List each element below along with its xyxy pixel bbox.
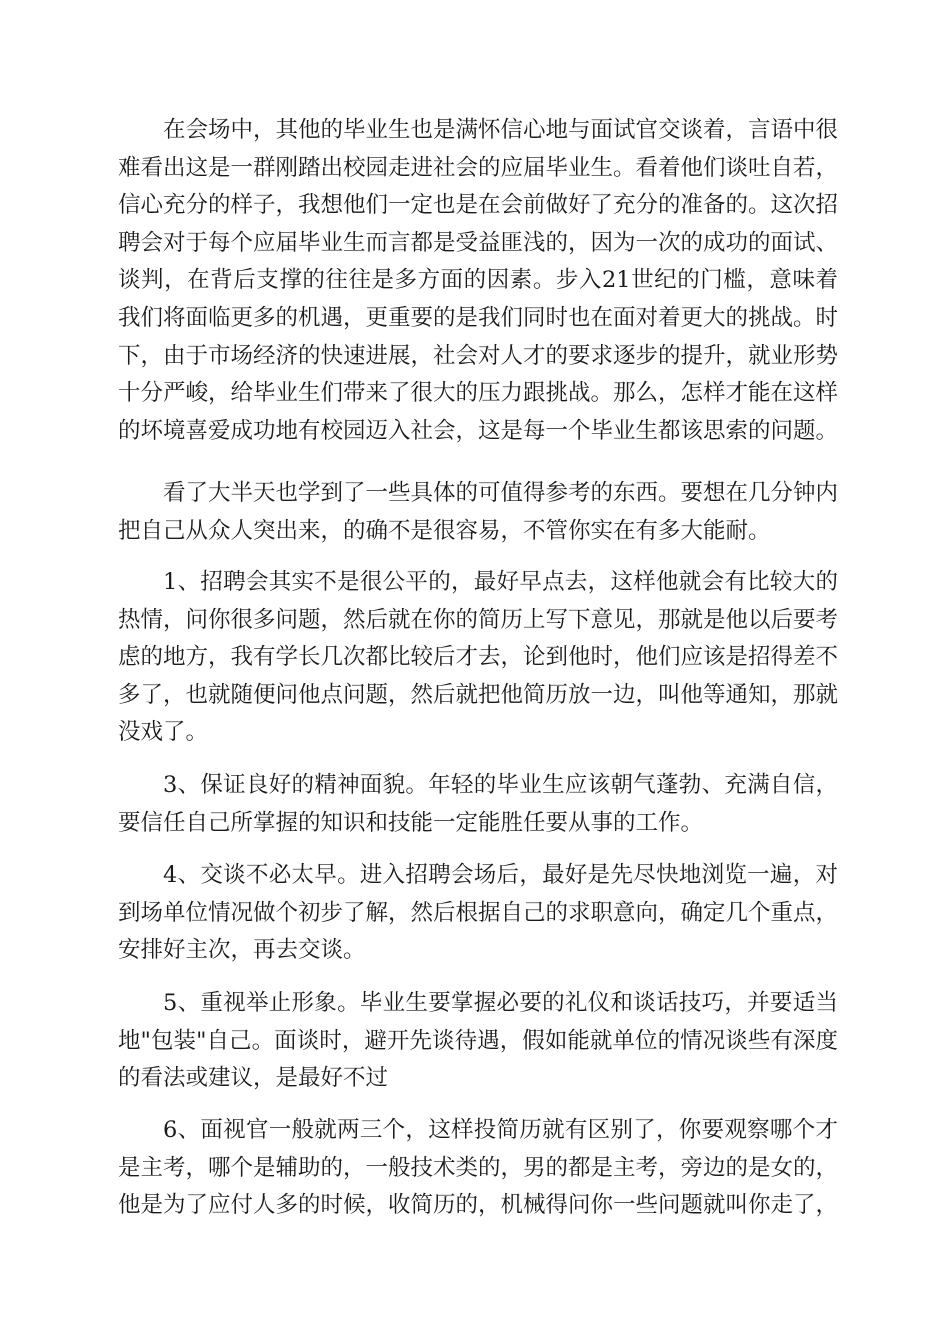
paragraph-7: 6、面视官一般就两三个，这样投简历就有区别了，你要观察哪个才是主考，哪个是辅助的，一般技术类的，男的都是主考，旁边的是女的，他是为了应付人多的时候，收简历的，机械得问你一些问题就叫你走了， (118, 1117, 839, 1219)
paragraph-3: 1、招聘会其实不是很公平的，最好早点去，这样他就会有比较大的热情，问你很多问题，然后就在你的简历上写下意见，那就是他以后要考虑的地方，我有学长几次都比较后才去，论到他时，他们应该是招得差不多了，也就随便问他点问题，然后就把他简历放一边，叫他等通知，那就没戏了。 (118, 569, 839, 746)
paragraph-6: 5、重视举止形象。毕业生要掌握必要的礼仪和谈话技巧，并要适当地"包装"自己。面谈时，避开先谈待遇，假如能就单位的情况谈些有深度的看法或建议，是最好不过 (118, 990, 838, 1092)
paragraph-1: 在会场中，其他的毕业生也是满怀信心地与面试官交谈着，言语中很难看出这是一群刚踏出校园走进社会的应届毕业生。看着他们谈吐自若，信心充分的样子，我想他们一定也是在会前做好了充分的准备的。这次招聘会对于每个应届毕业生而言都是受益匪浅的，因为一次的成功的面试、谈判，在背后支撑的往往是多方面的因素。步入21世纪的门槛，意味着我们将面临更多的机遇，更重要的是我们同时也在面对着更大的挑战。时下，由于市场经济的快速进展，社会对人才的要求逐步的提升，就业形势十分严峻，给毕业生们带来了很大的压力跟挑战。那么，怎样才能在这样的坏境喜爱成功地有校园迈入社会，这是每一个毕业生都该思索的问题。 (118, 117, 839, 444)
paragraph-2: 看了大半天也学到了一些具体的可值得参考的东西。要想在几分钟内把自己从众人突出来，的确不是很容易，不管你实在有多大能耐。 (118, 480, 839, 544)
paragraph-4: 3、保证良好的精神面貌。年轻的毕业生应该朝气蓬勃、充满自信，要信任自己所掌握的知识和技能一定能胜任要从事的工作。 (118, 772, 838, 836)
paragraph-5: 4、交谈不必太早。进入招聘会场后，最好是先尽快地浏览一遍，对到场单位情况做个初步了解，然后根据自己的求职意向，确定几个重点，安排好主次，再去交谈。 (118, 862, 839, 964)
